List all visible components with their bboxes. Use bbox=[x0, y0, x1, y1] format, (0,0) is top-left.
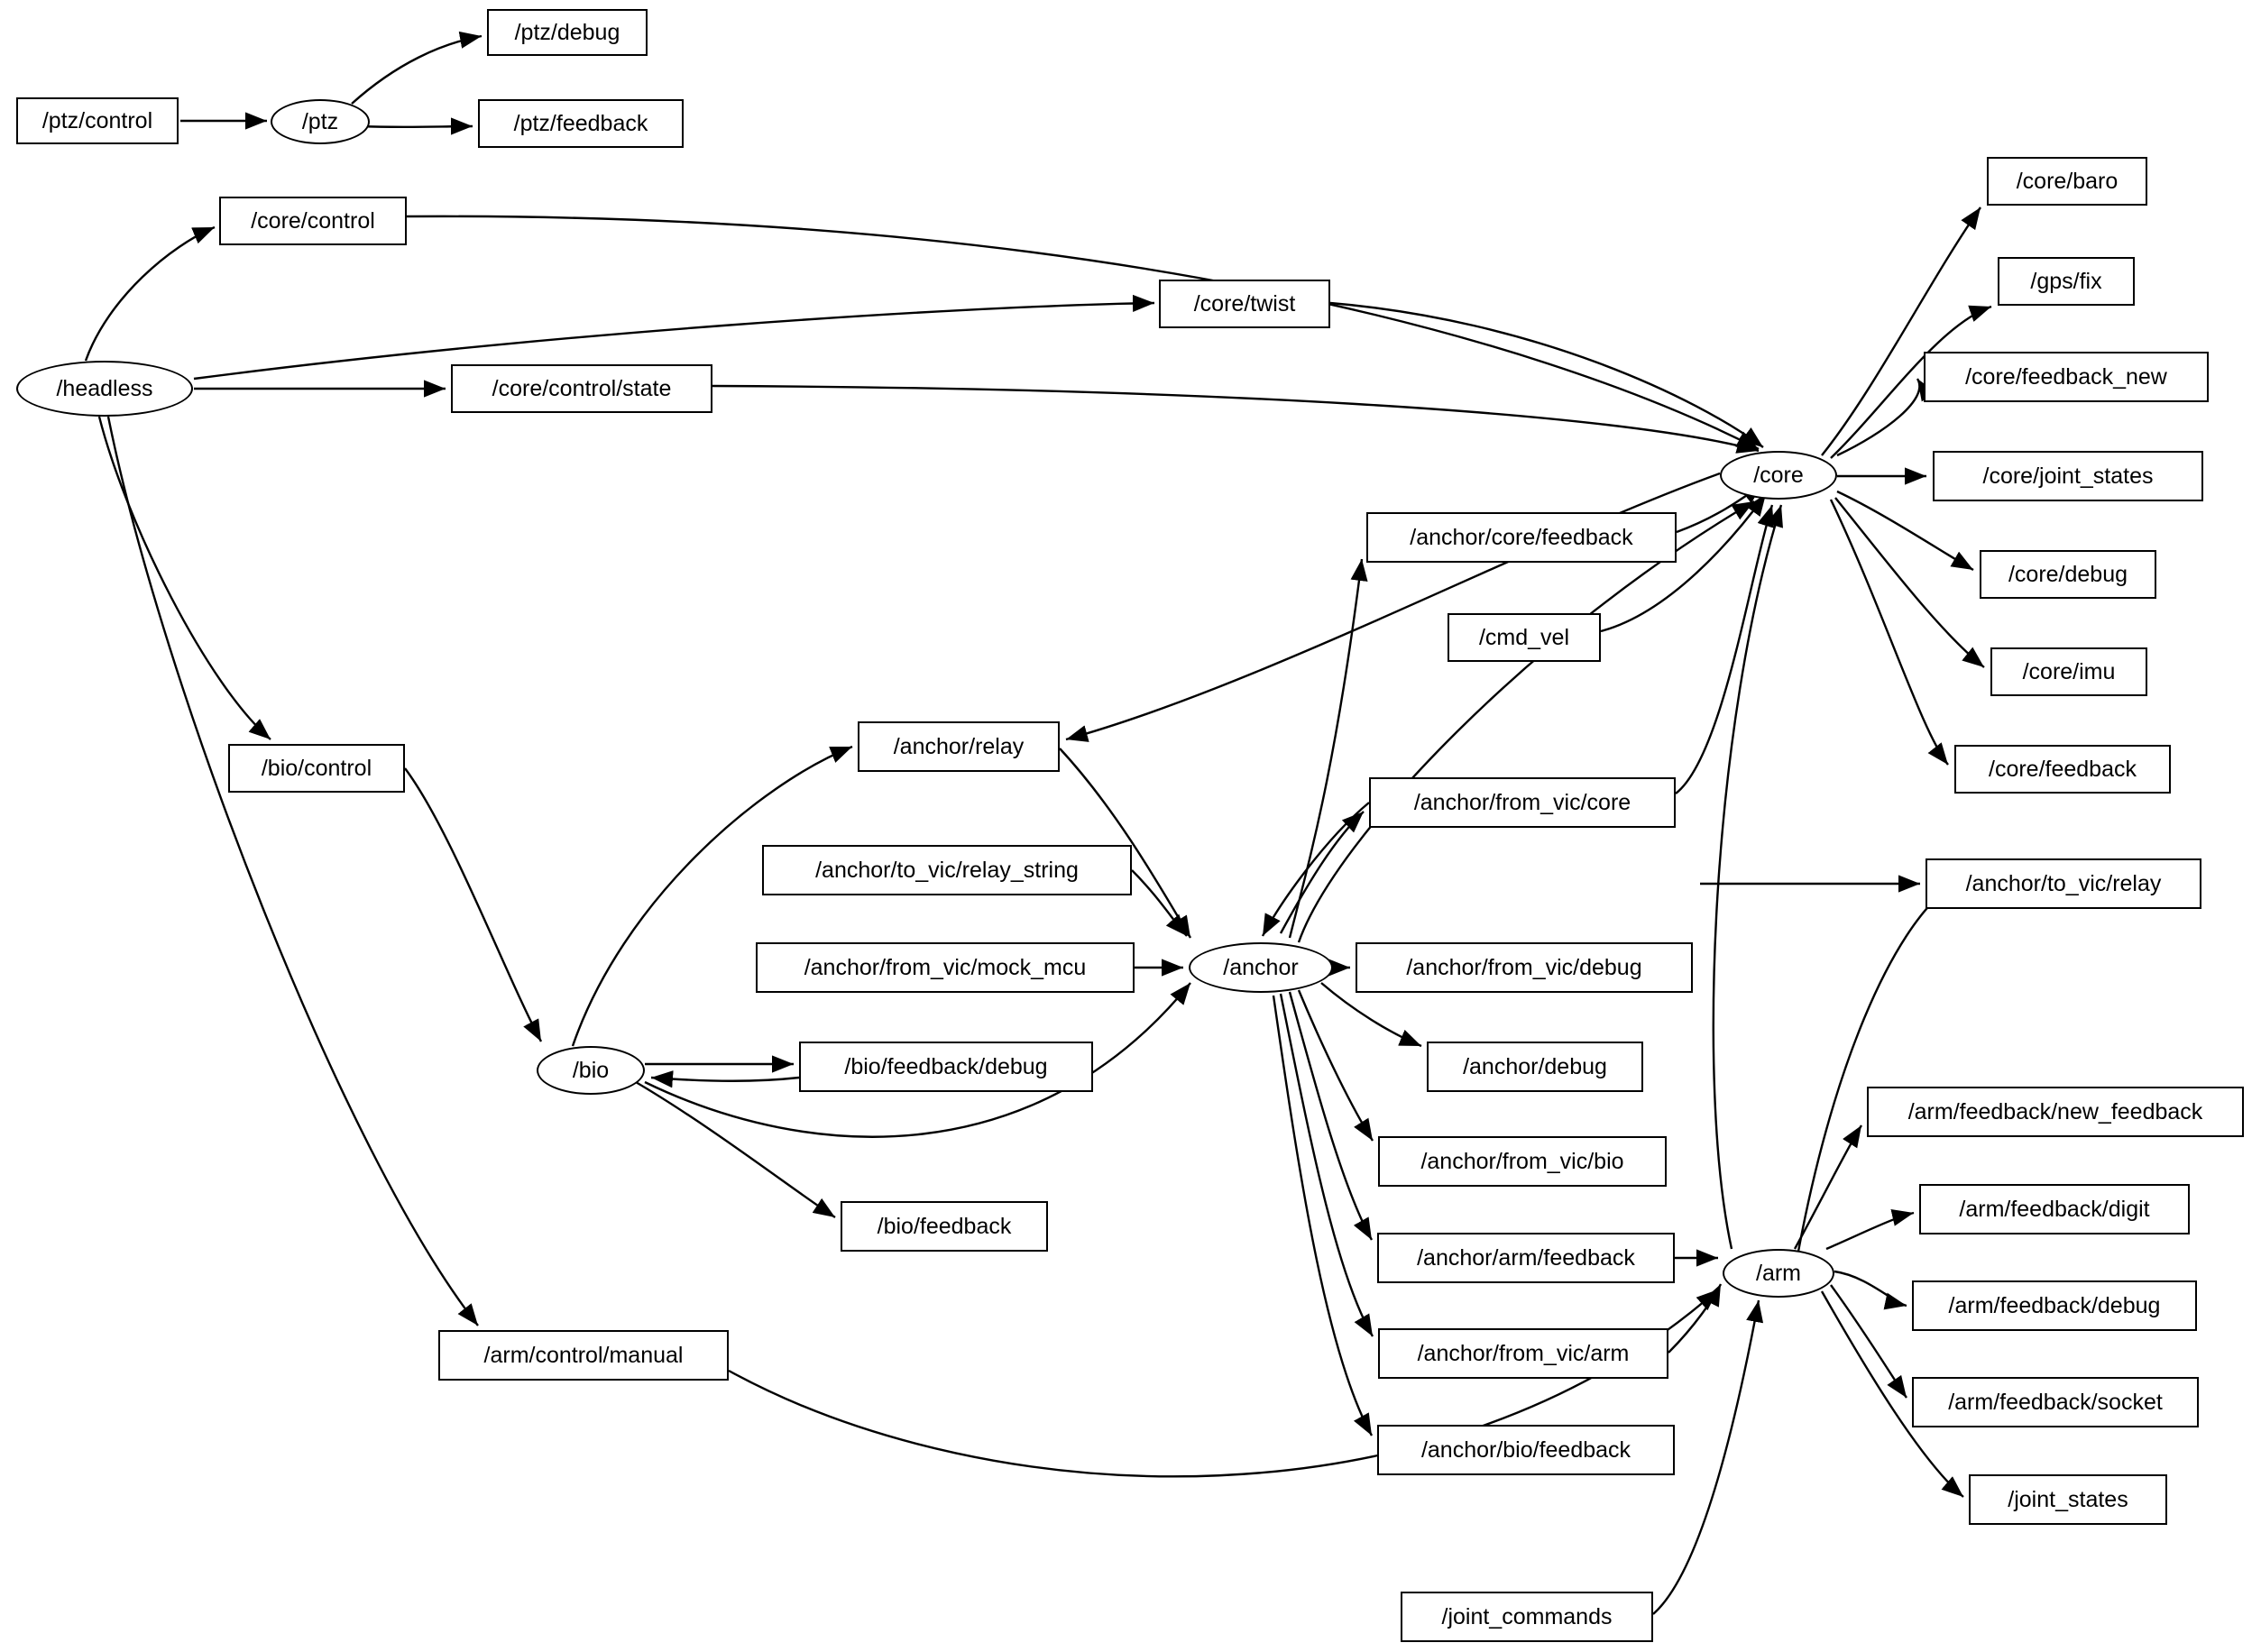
graph-node-arm_feedback_new[interactable] bbox=[1867, 1087, 2244, 1137]
graph-node-cmd_vel[interactable] bbox=[1448, 613, 1601, 662]
graph-node-bio_control[interactable] bbox=[228, 744, 405, 793]
graph-node-label: /anchor/from_vic/bio bbox=[1420, 1148, 1624, 1174]
graph-node-label: /arm bbox=[1756, 1260, 1801, 1286]
graph-node-label: /anchor bbox=[1223, 954, 1299, 980]
graph-node-anchor_arm_feedback[interactable] bbox=[1377, 1233, 1675, 1283]
graph-node-label: /anchor/from_vic/debug bbox=[1406, 954, 1642, 980]
graph-node-core[interactable] bbox=[1720, 451, 1837, 500]
graph-node-core_joint_states[interactable] bbox=[1933, 451, 2203, 501]
graph-node-label: /cmd_vel bbox=[1478, 624, 1570, 650]
graph-node-label: /core/baro bbox=[2016, 168, 2119, 194]
graph-node-label: /bio/feedback bbox=[877, 1213, 1012, 1239]
graph-node-core_imu[interactable] bbox=[1990, 647, 2147, 696]
graph-node-core_feedback_new[interactable] bbox=[1924, 352, 2209, 402]
graph-node-anchor_bio_feedback[interactable] bbox=[1377, 1425, 1675, 1475]
graph-node-label: /anchor/bio/feedback bbox=[1420, 1436, 1631, 1463]
graph-node-label: /ptz/control bbox=[41, 107, 153, 133]
graph-node-core_control[interactable] bbox=[219, 197, 407, 245]
graph-node-arm_control_manual[interactable] bbox=[438, 1330, 729, 1381]
graph-node-anchor[interactable] bbox=[1189, 942, 1333, 993]
graph-node-label: /core/debug bbox=[2008, 561, 2128, 587]
graph-node-label: /anchor/from_vic/mock_mcu bbox=[804, 954, 1087, 980]
graph-node-label: /anchor/core/feedback bbox=[1410, 524, 1633, 550]
graph-node-joint_states[interactable] bbox=[1969, 1474, 2167, 1525]
graph-node-bio_feedback_debug[interactable] bbox=[799, 1042, 1093, 1092]
graph-node-label: /core/control/state bbox=[492, 375, 672, 401]
graph-node-arm[interactable] bbox=[1723, 1249, 1834, 1298]
graph-node-ptz_feedback[interactable] bbox=[478, 99, 684, 148]
graph-node-arm_feedback_digit[interactable] bbox=[1919, 1184, 2190, 1234]
graph-node-label: /arm/feedback/digit bbox=[1959, 1196, 2150, 1222]
graph-node-label: /core/control bbox=[251, 207, 375, 234]
graph-node-label: /anchor/from_vic/core bbox=[1413, 789, 1631, 815]
graph-node-anchor_from_vic_debug[interactable] bbox=[1356, 942, 1693, 993]
graph-node-label: /anchor/arm/feedback bbox=[1417, 1244, 1635, 1271]
graph-node-core_debug[interactable] bbox=[1980, 550, 2156, 599]
graph-node-core_baro[interactable] bbox=[1987, 157, 2147, 206]
graph-node-label: /headless bbox=[56, 375, 153, 401]
graph-node-anchor_from_vic_core[interactable] bbox=[1369, 777, 1676, 828]
graph-node-label: /ptz/feedback bbox=[513, 110, 648, 136]
graph-node-label: /gps/fix bbox=[2030, 268, 2102, 294]
graph-node-anchor_to_vic_relay[interactable] bbox=[1926, 858, 2201, 909]
graph-node-label: /anchor/to_vic/relay_string bbox=[815, 857, 1079, 883]
graph-node-label: /anchor/relay bbox=[893, 733, 1025, 759]
graph-node-label: /anchor/to_vic/relay bbox=[1965, 870, 2162, 896]
graph-node-anchor_debug[interactable] bbox=[1427, 1042, 1643, 1092]
graph-node-anchor_core_fb[interactable] bbox=[1366, 512, 1677, 563]
graph-node-anchor_to_vic_relay_string[interactable] bbox=[762, 845, 1132, 895]
graph-node-arm_feedback_socket[interactable] bbox=[1912, 1377, 2199, 1427]
graph-node-anchor_relay[interactable] bbox=[858, 721, 1060, 772]
graph-node-label: /joint_commands bbox=[1441, 1603, 1613, 1629]
graph-node-label: /arm/feedback/debug bbox=[1948, 1292, 2161, 1318]
graph-node-arm_feedback_debug[interactable] bbox=[1912, 1280, 2197, 1331]
graph-node-joint_commands[interactable] bbox=[1401, 1592, 1653, 1642]
graph-node-ptz[interactable] bbox=[271, 99, 370, 144]
graph-node-ptz_control[interactable] bbox=[16, 97, 179, 144]
graph-node-label: /core/joint_states bbox=[1982, 463, 2154, 489]
graph-node-ptz_debug[interactable] bbox=[487, 9, 648, 56]
graph-node-label: /core/imu bbox=[2022, 658, 2116, 684]
graph-node-anchor_from_vic_bio[interactable] bbox=[1378, 1136, 1667, 1187]
graph-node-label: /bio/feedback/debug bbox=[844, 1053, 1048, 1079]
graph-node-label: /anchor/from_vic/arm bbox=[1417, 1340, 1630, 1366]
graph-node-label: /bio bbox=[572, 1057, 610, 1083]
graph-node-label: /joint_states bbox=[2008, 1486, 2128, 1512]
graph-node-label: /ptz/debug bbox=[514, 19, 620, 45]
graph-node-label: /arm/feedback/new_feedback bbox=[1907, 1098, 2203, 1124]
graph-node-gps_fix[interactable] bbox=[1998, 257, 2135, 306]
graph-node-label: /core bbox=[1753, 462, 1804, 488]
graph-node-core_twist[interactable] bbox=[1159, 280, 1330, 328]
graph-node-anchor_from_vic_mock[interactable] bbox=[756, 942, 1135, 993]
graph-node-core_feedback[interactable] bbox=[1954, 745, 2171, 794]
graph-node-headless[interactable] bbox=[16, 361, 193, 417]
graph-node-label: /bio/control bbox=[261, 755, 372, 781]
graph-node-label: /core/feedback_new bbox=[1965, 363, 2167, 390]
graph-node-label: /core/feedback bbox=[1989, 756, 2137, 782]
graph-node-label: /core/twist bbox=[1193, 290, 1296, 317]
graph-node-bio_feedback[interactable] bbox=[841, 1201, 1048, 1252]
graph-node-label: /ptz bbox=[301, 108, 339, 134]
graph-node-label: /arm/control/manual bbox=[483, 1342, 684, 1368]
graph-node-anchor_from_vic_arm[interactable] bbox=[1378, 1328, 1668, 1379]
graph-node-label: /arm/feedback/socket bbox=[1948, 1389, 2163, 1415]
graph-node-core_control_state[interactable] bbox=[451, 364, 712, 413]
graph-node-bio[interactable] bbox=[537, 1046, 645, 1095]
graph-node-label: /anchor/debug bbox=[1463, 1053, 1607, 1079]
